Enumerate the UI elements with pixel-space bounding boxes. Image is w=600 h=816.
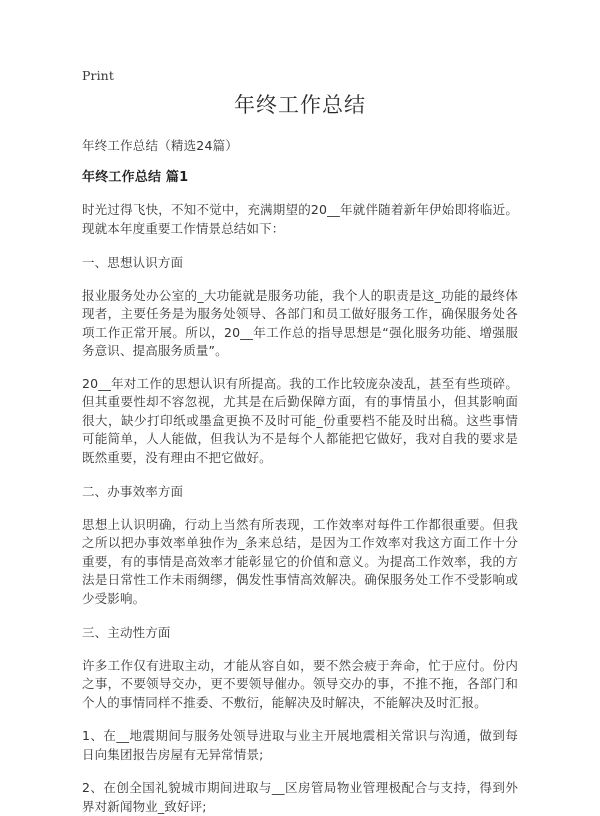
section-1-paragraph-2: 20__年对工作的思想认识有所提高。我的工作比较庞杂凌乱，甚至有些琐碎。但其重要性却不容忽视，尤其是在后勤保障方面，有的事情虽小，但其影响面很大，缺少打印纸或墨盒更换不及时可能_份重要档不能及时出稿。这些事情可能简单，人人能做，但我认为不是每个人都能把它做好，我对自我的要求是既然重要，没有理由不把它做好。 [82, 375, 518, 465]
section-heading-3: 三、主动性方面 [82, 625, 171, 640]
intro-paragraph: 时光过得飞快，不知不觉中，充满期望的20__年就伴随着新年伊始即将临近。现就本年度重要工作情景总结如下： [82, 202, 518, 236]
section-1-paragraph-1: 报业服务处办公室的_大功能就是服务功能，我个人的职责是这_功能的最终体现者，主要任务是为服务处领导、各部门和员工做好服务工作，确保服务处各项工作正常开展。所以，20__年工作总的指导思想是“强化服务功能、增强服务意识、提高服务质量”。 [82, 287, 518, 358]
list-item: 1、在__地震期间与服务处领导进取与业主开展地震相关常识与沟通，做到每日向集团报告房屋有无异常情景; [82, 728, 518, 762]
section-2-paragraph-1: 思想上认识明确，行动上当然有所表现，工作效率对每件工作都很重要。但我之所以把办事效率单独作为_条来总结，是因为工作效率对我这方面工作十分重要，有的事情是高效率才能彰显它的价值和意义。为提高工作效率，我的方法是日常性工作未雨绸缪，偶发性事情高效解决。确保服务处工作不受影响或少受影响。 [82, 516, 518, 606]
section-heading-1: 一、思想认识方面 [82, 255, 184, 270]
document-content [82, 90, 518, 816]
section-3-paragraph-1: 许多工作仅有进取主动，才能从容自如，要不然会疲于奔命，忙于应付。份内之事，不要领导交办，更不要领导催办。领导交办的事，不推不拖，各部门和个人的事情同样不推委、不敷衍，能解决及时解决，不能解决及时汇报。 [82, 657, 518, 710]
article-heading: 年终工作总结 篇1 [82, 170, 189, 185]
list-item: 2、在创全国礼貌城市期间进取与__区房管局物业管理极配合与支持，得到外界对新闻物业_致好评; [82, 780, 518, 814]
page-title: 年终工作总结 [234, 93, 366, 117]
print-link[interactable]: Print [82, 68, 114, 83]
section-heading-2: 二、办事效率方面 [82, 484, 184, 499]
document-subtitle: 年终工作总结（精选24篇） [82, 138, 239, 153]
